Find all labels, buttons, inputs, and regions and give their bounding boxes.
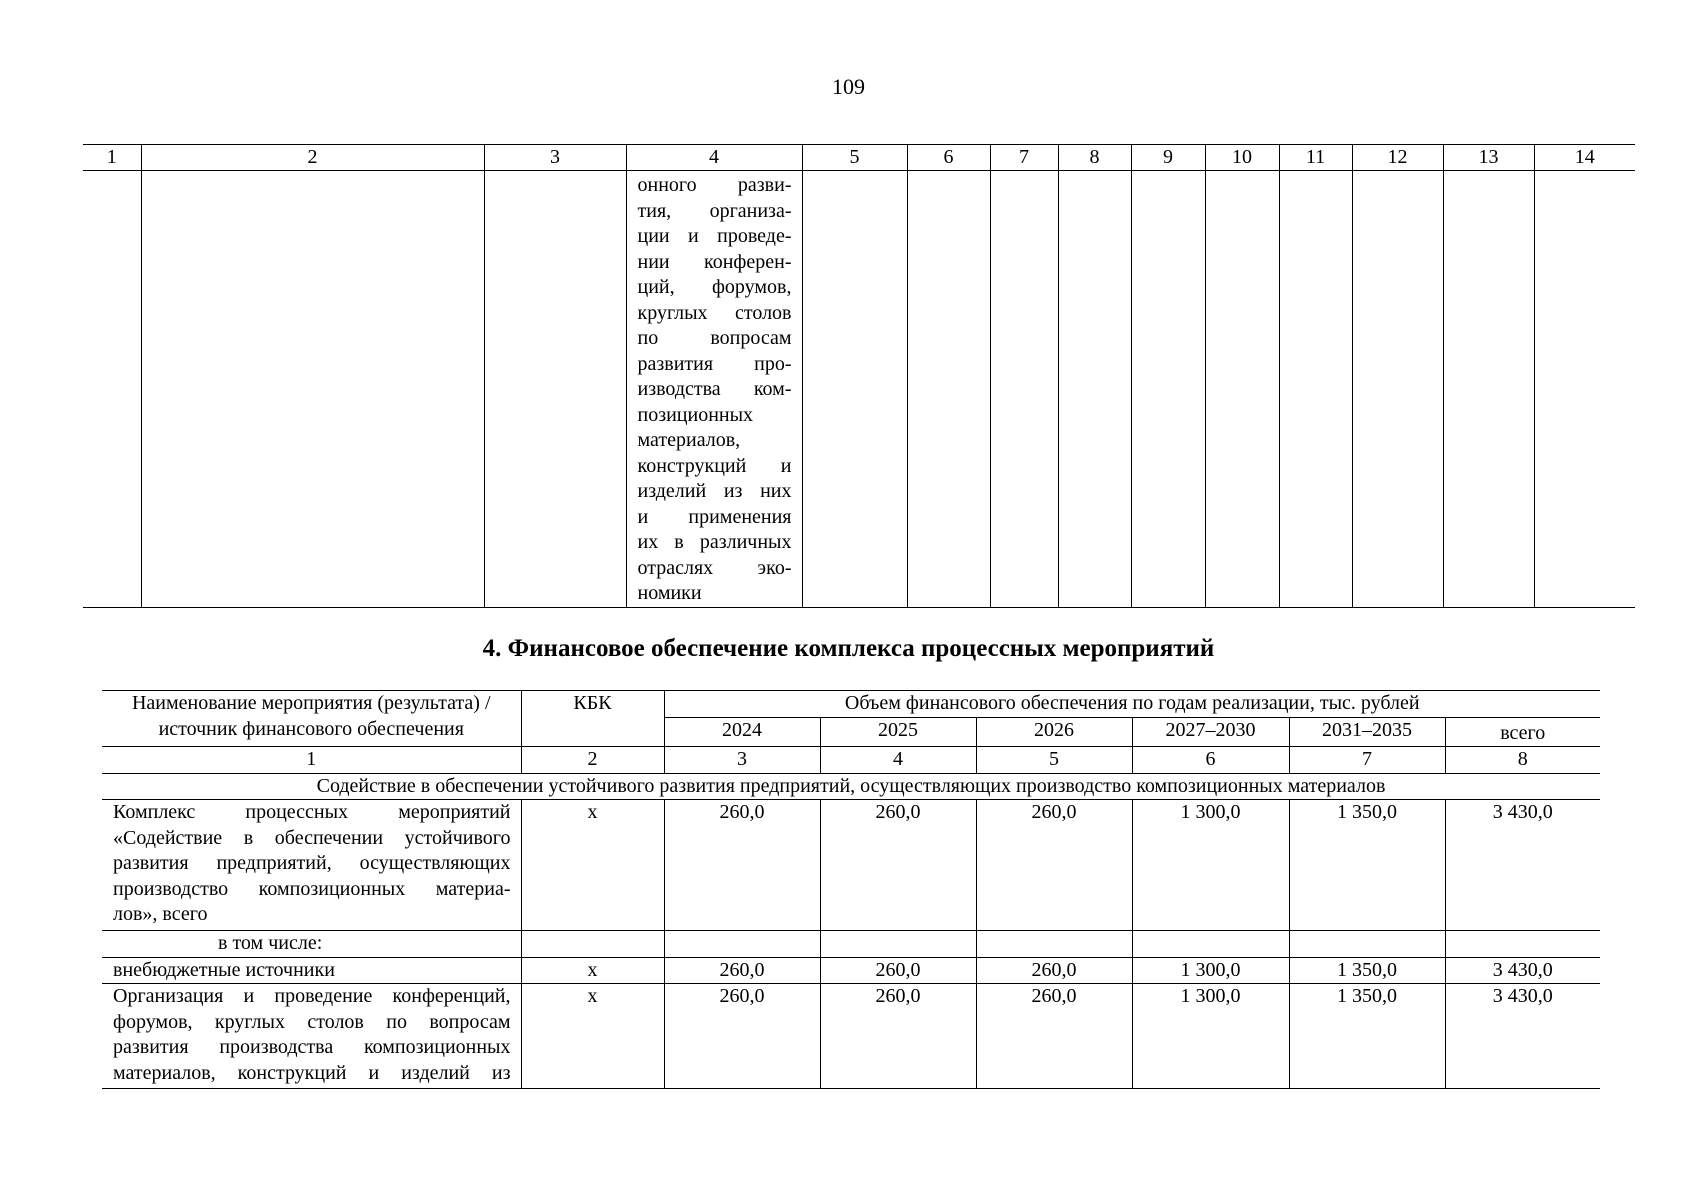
col-number: 4 [820, 747, 976, 774]
source-name-cell: внебюджетные источники [102, 957, 521, 984]
value-cell: 260,0 [976, 957, 1132, 984]
col-number: 12 [1352, 145, 1443, 171]
value-cell: 1 350,0 [1289, 800, 1445, 931]
col-number: 7 [990, 145, 1058, 171]
activity-name-cell [102, 984, 521, 1089]
table-row [102, 984, 1600, 1089]
empty-cell [1132, 931, 1289, 958]
empty-cell [141, 171, 484, 608]
col-number: 14 [1534, 145, 1635, 171]
empty-cell [1131, 171, 1205, 608]
value-cell: 260,0 [664, 800, 820, 931]
value-cell: 260,0 [820, 800, 976, 931]
name-column-header [102, 691, 521, 747]
text-line: отраслях эко- [637, 556, 792, 579]
empty-cell [1279, 171, 1352, 608]
text-line: развития предприятий, осуществляющих [113, 852, 511, 874]
value-cell: 260,0 [664, 984, 820, 1089]
financing-table [102, 690, 1600, 1089]
col-number: 5 [802, 145, 907, 171]
section-title: 4. Финансовое обеспечение комплекса процессных мероприятий [482, 635, 1215, 662]
text-line: тия, организа- [637, 199, 792, 222]
empty-cell [1058, 171, 1131, 608]
total-header: всего [1445, 717, 1600, 747]
empty-cell [521, 931, 664, 958]
year-header: 2024 [664, 717, 820, 747]
text-line: Комплекс процессных мероприятий [113, 801, 511, 823]
text-line: ций, форумов, [637, 276, 792, 298]
empty-cell [820, 931, 976, 958]
text-line: развития производства композиционных [113, 1036, 511, 1058]
col-number: 7 [1289, 747, 1445, 774]
kbk-cell: х [521, 957, 664, 984]
kbk-column-header: КБК [521, 691, 664, 747]
value-cell: 260,0 [976, 800, 1132, 931]
text-line: по вопросам [637, 327, 792, 349]
text-line: материалов, конструкций и изделий из [113, 1061, 511, 1084]
year-header: 2031–2035 [1289, 717, 1445, 747]
header-line: Наименование мероприятия (результата) / [131, 692, 491, 714]
empty-cell [1205, 171, 1279, 608]
table-row [83, 171, 1635, 608]
text-line: нии конферен- [637, 250, 792, 273]
empty-cell [1443, 171, 1534, 608]
continuation-table [83, 144, 1635, 608]
text-line: номики [637, 582, 702, 604]
activity-name-cell [102, 800, 521, 931]
text-line: форумов, круглых столов по вопросам [113, 1010, 511, 1033]
empty-cell [907, 171, 990, 608]
empty-cell [83, 171, 141, 608]
value-cell: 1 350,0 [1289, 957, 1445, 984]
header-line: источник финансового обеспечения [158, 717, 464, 740]
year-header: 2027–2030 [1132, 717, 1289, 747]
empty-cell [1352, 171, 1443, 608]
table-row [102, 800, 1600, 931]
header-row [102, 691, 1600, 718]
text-line: их в различных [637, 531, 792, 553]
table-row [102, 931, 1600, 958]
value-cell: 3 430,0 [1445, 984, 1600, 1089]
kbk-cell: х [521, 984, 664, 1089]
value-cell: 1 300,0 [1132, 800, 1289, 931]
empty-cell [1445, 931, 1600, 958]
value-cell: 260,0 [820, 984, 976, 1089]
year-header: 2026 [976, 717, 1132, 747]
kbk-cell: х [521, 800, 664, 931]
col-number: 8 [1445, 747, 1600, 774]
col-number: 1 [102, 747, 521, 774]
page-number: 109 [832, 74, 865, 99]
year-header: 2025 [820, 717, 976, 747]
value-cell: 1 300,0 [1132, 957, 1289, 984]
text-line: материалов, [637, 429, 741, 451]
value-cell: 260,0 [664, 957, 820, 984]
text-line: изделий из них [637, 480, 792, 502]
value-cell: 3 430,0 [1445, 800, 1600, 931]
text-line: конструкций и [637, 454, 792, 477]
col-number: 13 [1443, 145, 1534, 171]
text-line: изводства ком- [637, 378, 792, 400]
including-label: в том числе: [102, 931, 521, 958]
empty-cell [976, 931, 1132, 958]
text-line: круглых столов [637, 301, 792, 324]
col-number: 8 [1058, 145, 1131, 171]
text-line: ции и проведе- [637, 225, 792, 247]
col-number: 1 [83, 145, 141, 171]
column-number-row [83, 145, 1635, 171]
value-cell: 260,0 [820, 957, 976, 984]
empty-cell [484, 171, 626, 608]
col-number: 9 [1131, 145, 1205, 171]
text-line: онного разви- [637, 174, 792, 196]
text-line: «Содействие в обеспечении устойчивого [113, 826, 511, 849]
text-line: позиционных [637, 403, 754, 426]
empty-cell [1534, 171, 1635, 608]
value-cell: 1 350,0 [1289, 984, 1445, 1089]
text-line: развития про- [637, 352, 792, 375]
col-number: 3 [664, 747, 820, 774]
col-number: 6 [1132, 747, 1289, 774]
section-row [102, 773, 1600, 800]
text-line: производство композиционных материа- [113, 877, 511, 900]
col-number: 5 [976, 747, 1132, 774]
table-row [102, 957, 1600, 984]
volume-header: Объем финансового обеспечения по годам реализации, тыс. рублей [664, 691, 1600, 718]
empty-cell [1289, 931, 1445, 958]
value-cell: 3 430,0 [1445, 957, 1600, 984]
col-number: 11 [1279, 145, 1352, 171]
value-cell: 1 300,0 [1132, 984, 1289, 1089]
col-number: 3 [484, 145, 626, 171]
empty-cell [802, 171, 907, 608]
text-line: лов», всего [113, 903, 208, 925]
col-number: 10 [1205, 145, 1279, 171]
description-cell [626, 171, 802, 608]
col-number: 4 [626, 145, 802, 171]
empty-cell [990, 171, 1058, 608]
value-cell: 260,0 [976, 984, 1132, 1089]
text-line: Организация и проведение конференций, [113, 985, 511, 1007]
col-number: 2 [521, 747, 664, 774]
empty-cell [664, 931, 820, 958]
section-row-title: Содействие в обеспечении устойчивого развития предприятий, осуществляющих производство композиционных материалов [102, 773, 1600, 800]
col-number: 2 [141, 145, 484, 171]
column-number-row [102, 747, 1600, 774]
col-number: 6 [907, 145, 990, 171]
text-line: и применения [637, 505, 792, 528]
